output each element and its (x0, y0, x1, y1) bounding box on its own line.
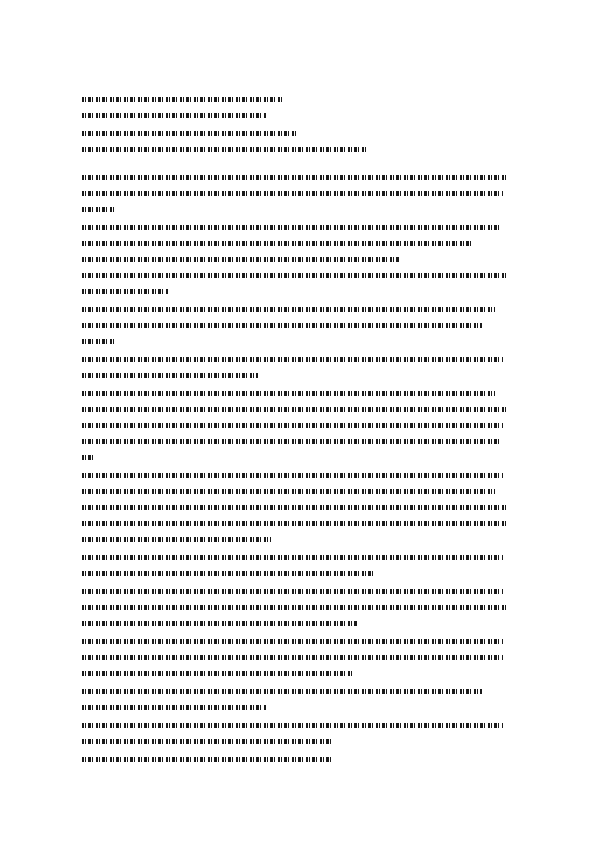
text-line (82, 566, 512, 582)
body-text (82, 92, 512, 770)
text-line (82, 600, 512, 616)
text-line-strokes (82, 473, 503, 478)
text-line (82, 402, 512, 418)
text-line-strokes (82, 391, 495, 396)
text-line-strokes (82, 357, 503, 362)
paragraph (82, 718, 512, 750)
text-line (82, 434, 512, 450)
text-line (82, 516, 512, 532)
text-line-strokes (82, 147, 366, 152)
text-line-strokes (82, 439, 499, 444)
text-line (82, 634, 512, 650)
text-line (82, 718, 512, 734)
text-line (82, 616, 512, 632)
paragraph (82, 752, 512, 768)
text-line-strokes (82, 689, 482, 694)
text-line-strokes (82, 225, 499, 230)
text-line (82, 236, 512, 252)
text-line-strokes (82, 655, 503, 660)
paragraph (82, 92, 512, 124)
text-line-strokes (82, 589, 503, 594)
paragraph (82, 126, 512, 158)
text-line-strokes (82, 273, 508, 278)
text-line (82, 584, 512, 600)
text-line (82, 318, 512, 334)
text-line (82, 334, 512, 350)
text-line-strokes (82, 757, 331, 762)
paragraph (82, 220, 512, 300)
text-line-strokes (82, 307, 495, 312)
text-line-strokes (82, 323, 482, 328)
text-line-strokes (82, 289, 168, 294)
text-line-strokes (82, 257, 400, 262)
text-line-strokes (82, 207, 116, 212)
text-line (82, 650, 512, 666)
text-line-strokes (82, 537, 271, 542)
text-line-strokes (82, 505, 508, 510)
text-line (82, 302, 512, 318)
text-line-strokes (82, 555, 503, 560)
text-line-strokes (82, 621, 357, 626)
text-line (82, 484, 512, 500)
text-line (82, 752, 512, 768)
text-line (82, 684, 512, 700)
text-line (82, 186, 512, 202)
text-line-strokes (82, 605, 508, 610)
text-line (82, 92, 512, 108)
text-line-strokes (82, 571, 374, 576)
text-line (82, 284, 512, 300)
paragraph (82, 634, 512, 682)
paragraph (82, 386, 512, 466)
paragraph (82, 468, 512, 548)
text-line (82, 368, 512, 384)
paragraph (82, 302, 512, 350)
text-line (82, 700, 512, 716)
text-line (82, 170, 512, 186)
paragraph (82, 584, 512, 632)
text-line-strokes (82, 671, 353, 676)
paragraph (82, 684, 512, 716)
paragraph (82, 550, 512, 582)
text-line (82, 142, 512, 158)
text-line-strokes (82, 489, 495, 494)
text-line-strokes (82, 373, 258, 378)
text-line-strokes (82, 521, 508, 526)
text-line-strokes (82, 423, 503, 428)
text-line (82, 468, 512, 484)
text-line-strokes (82, 407, 508, 412)
text-line (82, 500, 512, 516)
text-line (82, 386, 512, 402)
text-line (82, 202, 512, 218)
text-line-strokes (82, 739, 331, 744)
text-line (82, 734, 512, 750)
text-line-strokes (82, 191, 503, 196)
text-line-strokes (82, 455, 95, 460)
text-line-strokes (82, 339, 116, 344)
paragraph (82, 352, 512, 384)
text-line-strokes (82, 705, 267, 710)
paragraph (82, 170, 512, 218)
text-line-strokes (82, 131, 297, 136)
text-line (82, 352, 512, 368)
text-line (82, 252, 512, 268)
text-line-strokes (82, 175, 508, 180)
text-line-strokes (82, 97, 284, 102)
text-line (82, 220, 512, 236)
text-line (82, 418, 512, 434)
text-line (82, 450, 512, 466)
text-line (82, 532, 512, 548)
text-line-strokes (82, 639, 503, 644)
text-line (82, 268, 512, 284)
text-line-strokes (82, 113, 267, 118)
text-line-strokes (82, 241, 473, 246)
text-line (82, 126, 512, 142)
text-line (82, 108, 512, 124)
text-line-strokes (82, 723, 503, 728)
text-line (82, 550, 512, 566)
text-line (82, 666, 512, 682)
